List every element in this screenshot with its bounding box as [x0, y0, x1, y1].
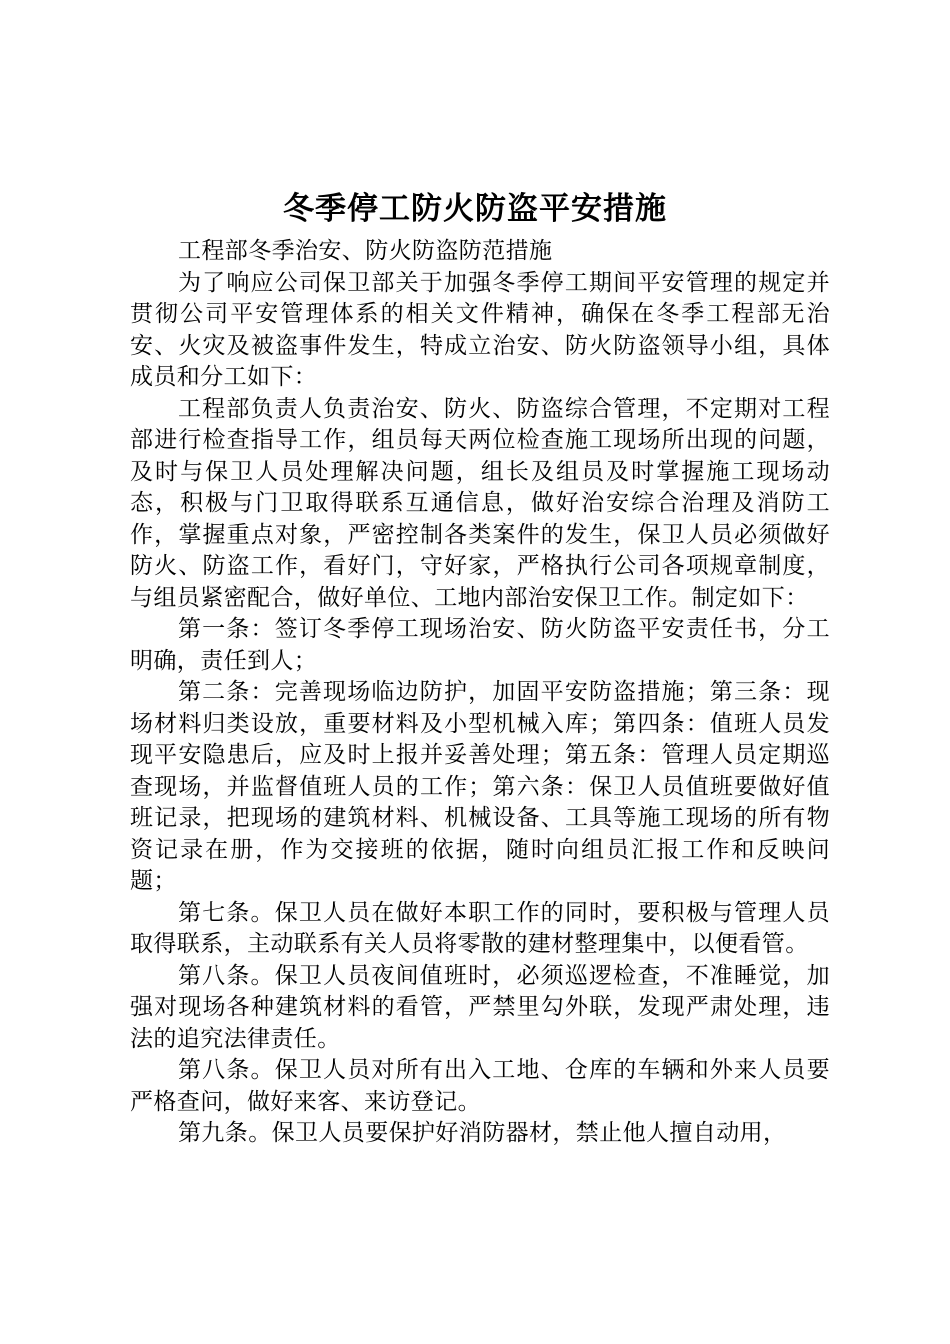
paragraph-article-7: 第七条。保卫人员在做好本职工作的同时，要积极与管理人员取得联系，主动联系有关人员将零散的建材整理集中，以便看管。: [130, 899, 830, 957]
paragraph-subtitle: 工程部冬季治安、防火防盗防范措施: [178, 238, 553, 264]
paragraph-article-8b: 第八条。保卫人员对所有出入工地、仓库的车辆和外来人员要严格查问，做好来客、来访登记。: [130, 1057, 830, 1115]
paragraph-responsibility: 工程部负责人负责治安、防火、防盗综合管理，不定期对工程部进行检查指导工作，组员每天两位检查施工现场所出现的问题，及时与保卫人员处理解决问题，组长及组员及时掌握施工现场动态，积极与门卫取得联系互通信息，做好治安综合治理及消防工作，掌握重点对象，严密控制各类案件的发生，保卫人员必须做好防火、防盗工作，看好门，守好家，严格执行公司各项规章制度，与组员紧密配合，做好单位、工地内部治安保卫工作。制定如下：: [130, 395, 830, 611]
paragraph-articles-2-6: 第二条：完善现场临边防护，加固平安防盗措施；第三条：现场材料归类设放，重要材料及小型机械入库；第四条：值班人员发现平安隐患后，应及时上报并妥善处理；第五条：管理人员定期巡查现场，并监督值班人员的工作；第六条：保卫人员值班要做好值班记录，把现场的建筑材料、机械设备、工具等施工现场的所有物资记录在册，作为交接班的依据，随时向组员汇报工作和反映问题；: [130, 679, 830, 894]
document-body: [130, 236, 830, 1150]
paragraph-intro: 为了响应公司保卫部关于加强冬季停工期间平安管理的规定并贯彻公司平安管理体系的相关文件精神，确保在冬季工程部无治安、火灾及被盗事件发生，特成立治安、防火防盗领导小组，具体成员和分工如下：: [130, 269, 830, 390]
document-title: 冬季停工防火防盗平安措施: [283, 191, 667, 227]
paragraph-article-8a: 第八条。保卫人员夜间值班时，必须巡逻检查，不准睡觉，加强对现场各种建筑材料的看管，严禁里勾外联，发现严肃处理，违法的追究法律责任。: [130, 962, 830, 1052]
paragraph-article-9: 第九条。保卫人员要保护好消防器材，禁止他人擅自动用，: [178, 1120, 787, 1146]
paragraph-article-1: 第一条：签订冬季停工现场治安、防火防盗平安责任书，分工明确，责任到人；: [130, 616, 830, 674]
